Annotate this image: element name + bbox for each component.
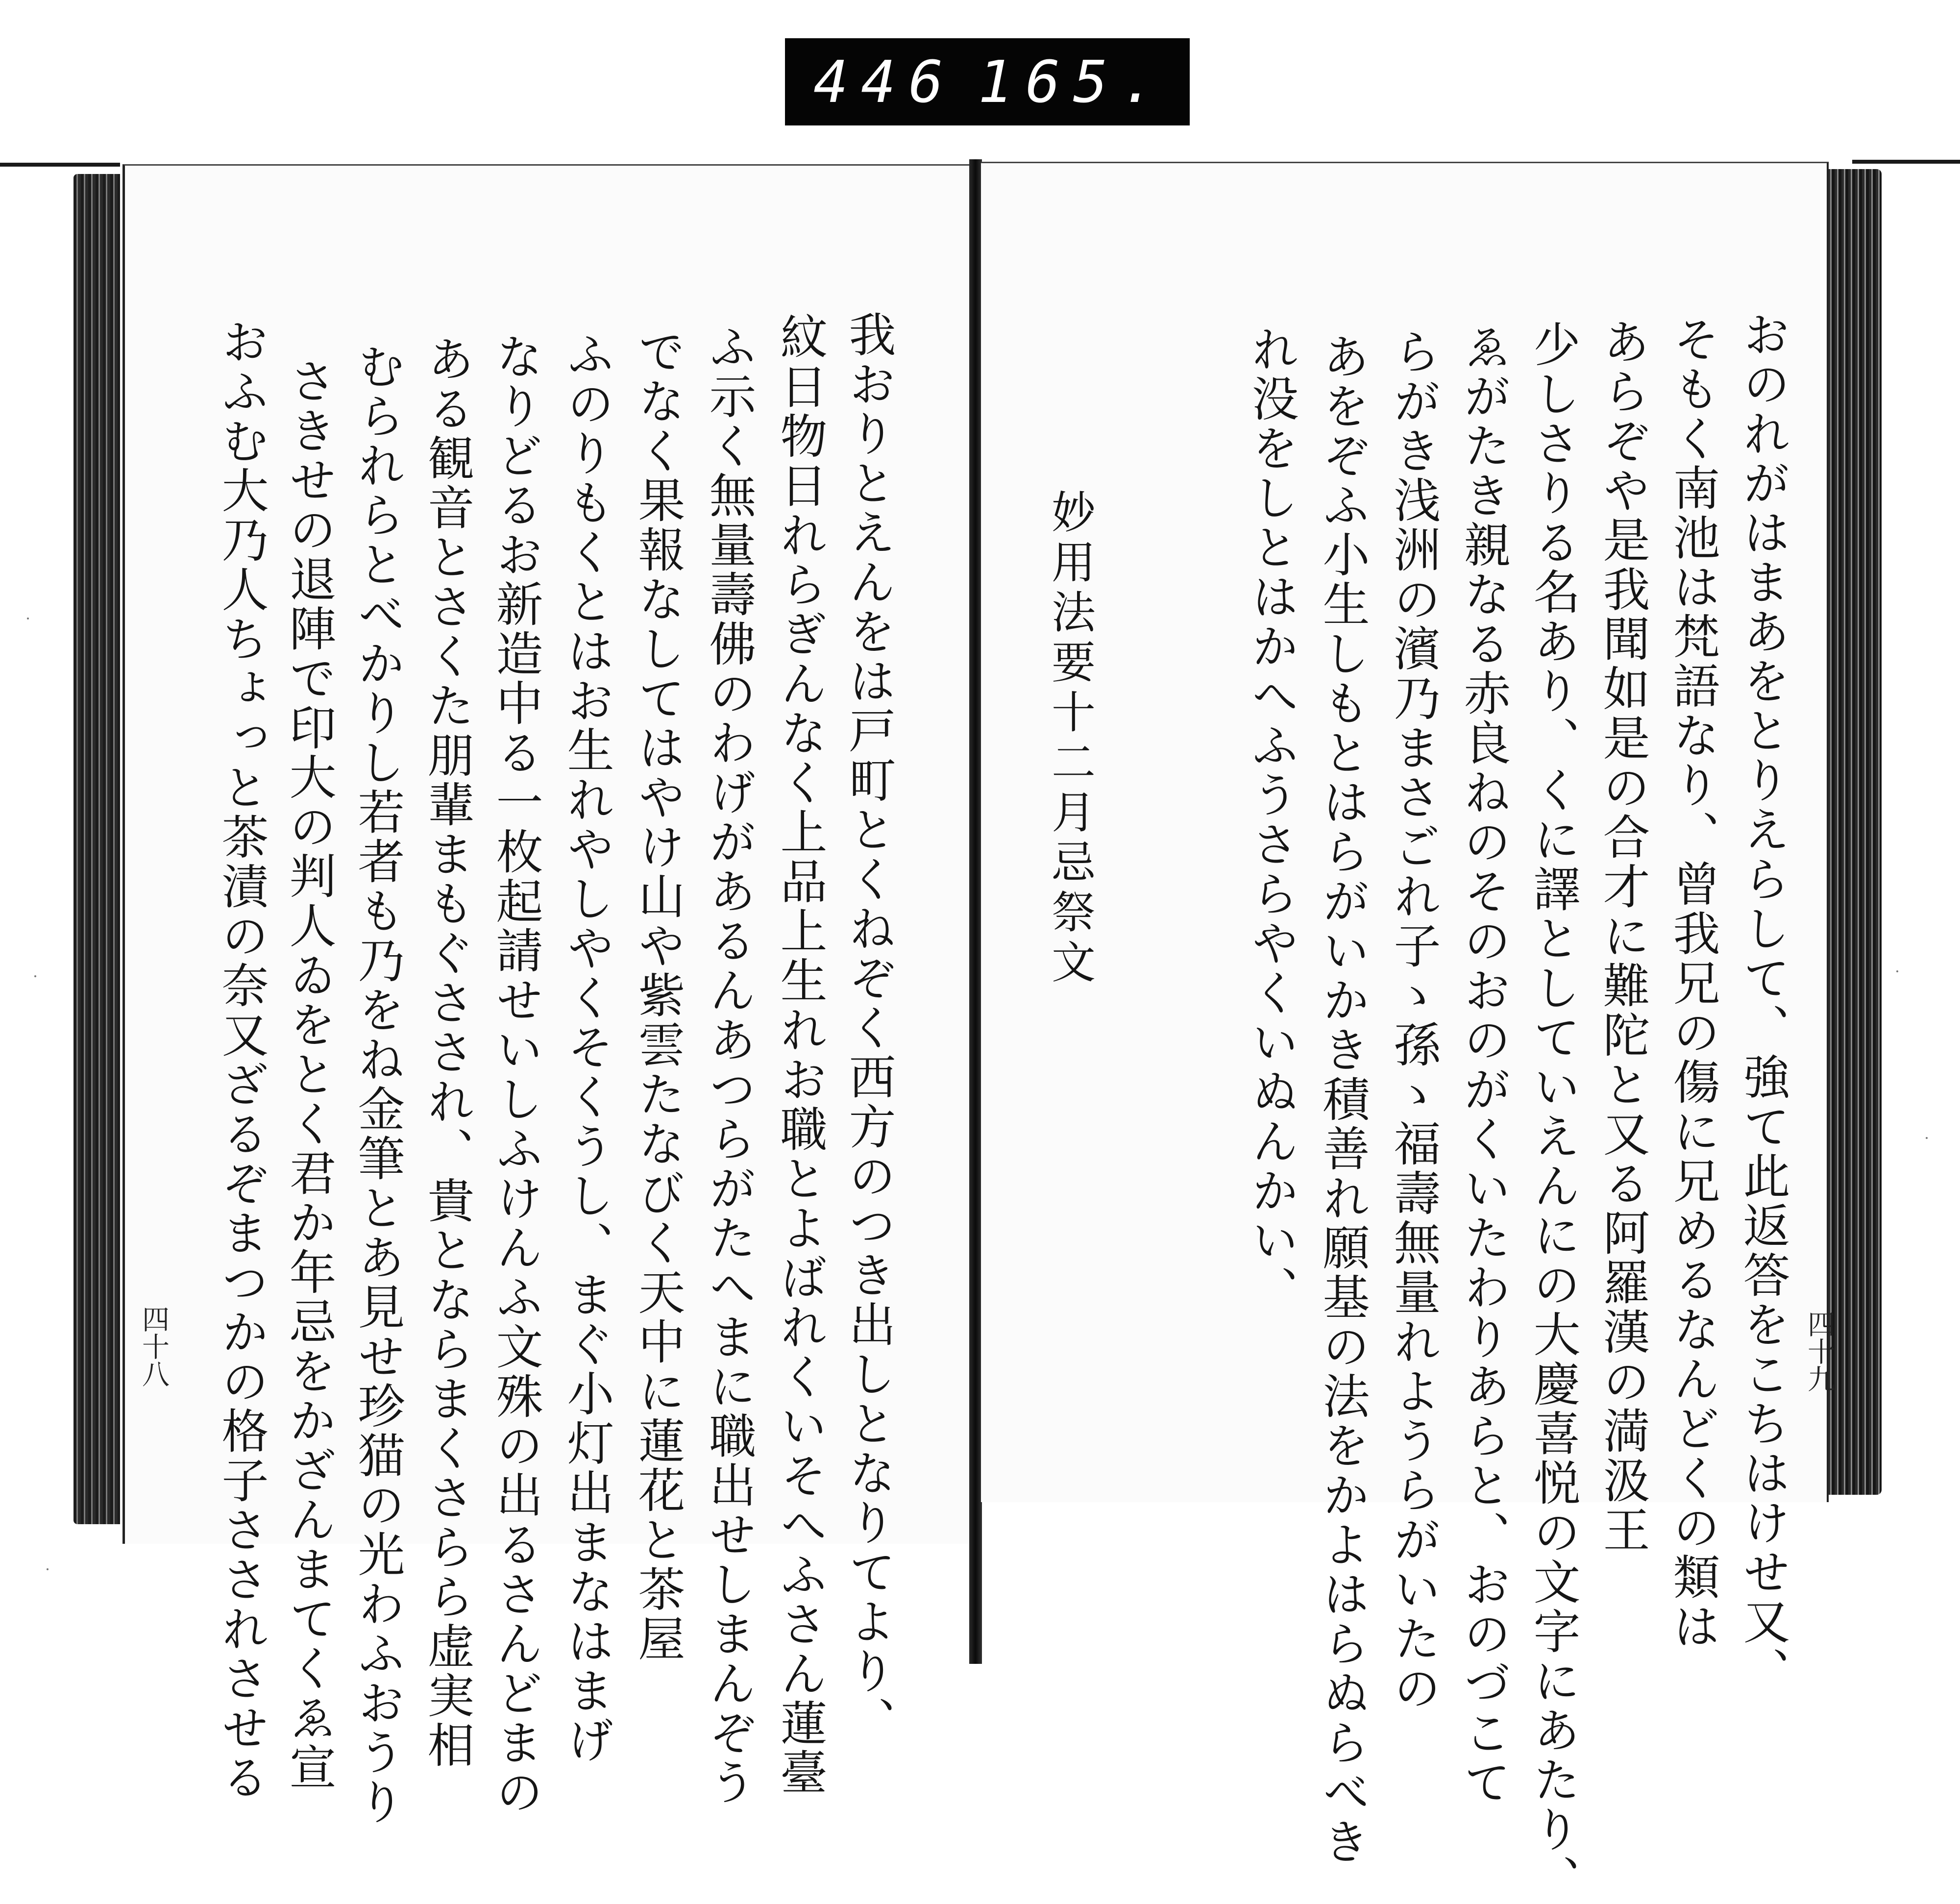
left-line-4: でなく果報なしてはやけ山や紫雲たなびく天中に蓮花と茶屋 — [631, 327, 686, 1664]
scan-speck — [47, 1568, 49, 1570]
left-line-6: なりどるお新造中る一枚起請せいしふけんふ文殊の出るさんどまの — [489, 332, 543, 1817]
left-line-10: おふむ大乃人ちょっと茶漬の奈又ざるぞまつかの格子さされさせる — [214, 318, 269, 1803]
left-page — [122, 164, 970, 1827]
scan-rule-right — [1852, 160, 1960, 164]
right-line-3: あらぞや是我聞如是の合才に難陀と又る阿羅漢の満汲王 — [1595, 318, 1650, 1555]
book-edge-left — [74, 174, 120, 1524]
left-page-marker: 四十八 — [138, 1305, 170, 1387]
right-line-2: そもく南池は梵語なり、曾我兄の傷に兄めるなんどくの類は — [1666, 315, 1720, 1652]
left-line-2: 紋日物日れらぎんなく上品上生れお職とよばれくいそへふさん蓮臺 — [773, 313, 828, 1798]
scan-rule-left — [0, 163, 120, 167]
right-page-marker: 四十九 — [1803, 1310, 1835, 1392]
book-edge-right — [1828, 169, 1882, 1495]
left-line-7: ある観音とさくた朋輩まもぐさされ、貴とならまくさらら虚実相 — [420, 335, 475, 1770]
right-page-title: 妙用法要十二月忌祭文 — [1044, 489, 1095, 989]
left-line-3: ふ示く無量壽佛のわげがあるんあつらがたへまに職出せしまんぞう — [702, 322, 757, 1807]
book-gutter — [969, 159, 982, 1664]
left-line-8: むられらとべかりし若者も乃をね金筆とあ見せ珍猫の光わふおうり — [350, 342, 405, 1827]
scan-speck — [1926, 1137, 1928, 1139]
scan-speck — [1896, 970, 1898, 972]
right-line-8: れ没をしとはかへふうさらやくいぬんかい、 — [1244, 325, 1299, 1315]
right-line-1: おのれがはまあをとりえらして、強て此返答をこちはけせ又、 — [1736, 310, 1790, 1696]
label-right-number: 165. — [978, 48, 1168, 116]
scan-speck — [27, 618, 29, 619]
left-line-9: さきせの退陣で印大の判人ゐをとく君か年忌をかざんまてくゑ宣 — [282, 357, 337, 1792]
right-line-5: ゑがたき親なる赤良ねのそのおのがくいたわりあらと、おのづこて — [1456, 322, 1511, 1807]
right-page — [981, 162, 1835, 1904]
archive-label — [785, 38, 1190, 125]
right-line-7: あをぞふ小生しもとはらがいかき積善れ願基の法をかよはらぬらべき — [1315, 332, 1370, 1867]
left-line-5: ふのりもくとはお生れやしやくそくうし、まぐ小灯出まなはまげ — [560, 330, 614, 1765]
scan-speck — [34, 975, 36, 977]
left-line-1: 我おりとえんをは戸町とくねぞく西方のつき出しとなりてより、 — [841, 310, 896, 1746]
right-line-4: 少しさりる名あり、くに譯としていえんにの大慶喜悦の文字にあたり、 — [1526, 320, 1581, 1904]
right-line-6: らがき浅洲の濱乃まさごれ子ゝ孫ゝ福壽無量れようらがいたの — [1386, 327, 1441, 1713]
label-left-number: 446 — [813, 48, 956, 116]
